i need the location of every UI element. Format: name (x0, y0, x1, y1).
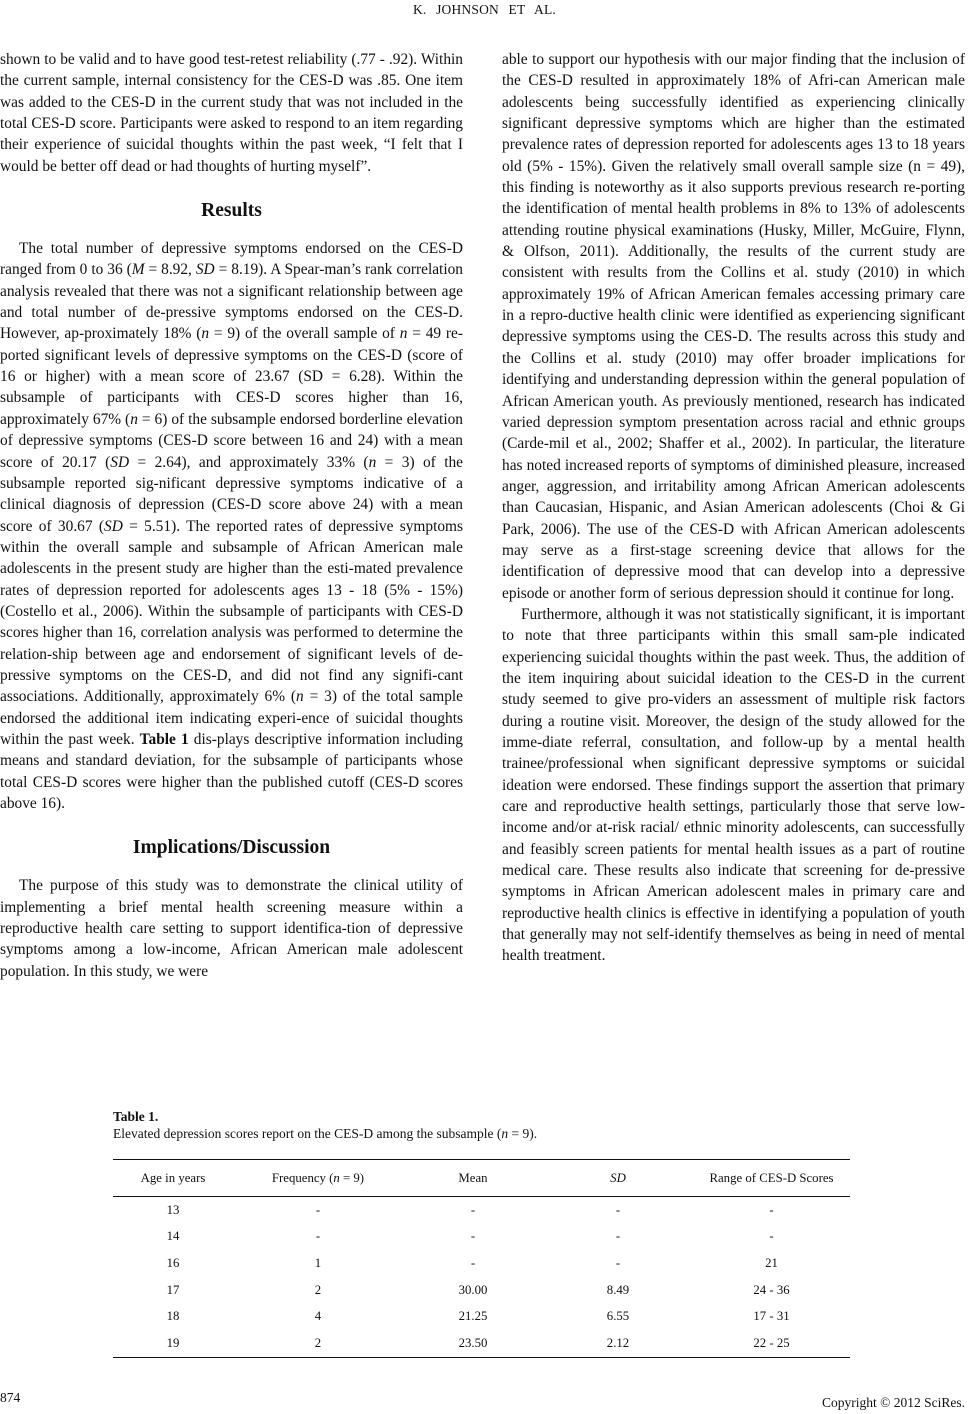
header-frequency (233, 1160, 403, 1197)
cell-range: 21 (765, 1255, 778, 1270)
stat-symbol: SD (104, 517, 123, 535)
text-run: The total number of depressive symptoms endorsed on the CES-D ranged from 0 to 36 ( (0, 240, 463, 279)
intro-paragraph: shown to be valid and to have good test-retest reliability (.77 - .92). Within the current sample, internal consistency for the CES-D was .85. One item was added to the CES-D in the current study that was not included in the total CES-D score. Participants were asked to respond to an item regarding their experience of suicidal thoughts within the past week, “I felt that I would be better off dead or had thoughts of hurting myself”. (0, 51, 463, 175)
table-header-row (113, 1160, 850, 1197)
table-row (113, 1250, 850, 1277)
text-run: = 2.64), and approximately 33% ( (129, 453, 369, 471)
cell-sd: - (615, 1255, 621, 1270)
furthermore-paragraph: Furthermore, although it was not statistically significant, it is important to note that three participants within this small sam-ple indicated experiencing suicidal thoughts within the past week. Thus, the addition of the item inquiring about suicidal ideation to the CES-D in the current study seemed to give pro-viders an assessment of multiple risk factors during a routine visit. Moreover, the design of the study allowed for the imme-diate referral, consultation, and follow-up by a mental health trainee/professional when significant depressive symptoms or suicidal ideation were endorsed. These findings support the assertion that primary care and reproductive health settings, particularly those that serve low-income and/or at-risk racial/ ethnic minority adolescents, can successfully and feasibly screen patients for mental health issues as a part of routine medical care. These results also indicate that screening for de-pressive symptoms in African American adolescent males in primary care and reproductive health clinics is effective in identifying a population of youth that generally may not self-identify themselves as being in need of mental health treatment. (502, 605, 965, 965)
discussion-paragraph: The purpose of this study was to demonstrate the clinical utility of implementing a brief mental health screening measure within a reproductive health care setting to support identifica-tion of depressive symptoms among a low-income, African American male adolescent population. In this study, we were (0, 877, 463, 980)
cell-range: - (769, 1202, 774, 1217)
cell-sd: 6.55 (606, 1309, 630, 1324)
cell-mean: 23.50 (403, 1330, 543, 1357)
table-row (113, 1197, 850, 1224)
results-heading: Results (201, 200, 262, 222)
cell-frequency: - (315, 1202, 321, 1217)
stat-symbol: n (201, 325, 210, 343)
header-age: Age in years (113, 1160, 233, 1197)
caption-text: = 9). (508, 1126, 538, 1141)
header-range: Range of CES-D Scores (693, 1160, 850, 1197)
header-sd (543, 1160, 693, 1197)
text-run: dis-plays descriptive information including means and standard deviation, for the subsample of participants whose total CES-D scores were higher than the published cutoff (CES-D scores above 16). (0, 730, 463, 812)
stat-symbol: n (399, 325, 408, 343)
cell-sd: - (615, 1202, 621, 1217)
stat-symbol: n (368, 453, 377, 471)
caption-text: Elevated depression scores report on the CES-D among the subsample ( (113, 1126, 502, 1141)
data-table (113, 1159, 850, 1358)
cell-age: 18 (166, 1309, 180, 1324)
text-run: = 6) of the subsample endorsed borderline elevation of depressive symptoms (CES-D score between 16 and 24) with a mean score of 20.17 ( (0, 410, 463, 471)
discussion-continued-paragraph: able to support our hypothesis with our major finding that the inclusion of the CES-D resulted in approximately 18% of Afri-can American male adolescents being successfully identified as experiencing clinically significant depressive symptoms which are higher than the estimated prevalence rates of depression reported for adolescents ages 13 to 18 years old (5% - 15%). Given the relatively small overall sample size (n = 49), this finding is noteworthy as it also supports previous research re-porting the identification of mental health problems in 8% to 13% of adolescents attending routine physical examinations (Husky, Miller, McGuire, Flynn, & Olfson, 2011). Additionally, the results of the current study are consistent with results from the Collins et al. study (2010) in which approximately 19% of African American females accessing primary care in a repro-ductive health clinic were identified as experiencing significant depressive symptoms using the CES-D. The results across this study and the Collins et al. study (2010) may offer broader implications for identifying and understanding depression within the general population of African American youth. As previously mentioned, research has indicated varied depression symptom presentation across racial and ethnic groups (Carde-mil et al., 2002; Shaffer et al., 2002). In particular, the literature has noted increased reports of symptoms of diminished pleasure, increased anger, aggression, and irritability among African American adolescents than Caucasian, Hispanic, and Asian American adolescents (Choi & Gi Park, 2006). The use of the CES-D with African American adolescents may serve as a first-stage screening device that allows for the identification of depressive mood that can develop into a depressive episode or another form of serious depression should it continue for long. (502, 51, 965, 602)
table-row (113, 1224, 850, 1251)
cell-age: 14 (166, 1229, 180, 1244)
stat-symbol: SD (195, 261, 215, 279)
cell-frequency: 1 (314, 1255, 322, 1270)
text-run: = 3) of the total sample endorsed the additional item indicating experi-ence of suicidal thoughts within the past week. (0, 688, 463, 748)
cell-frequency: 4 (314, 1309, 322, 1324)
discussion-heading: Implications/Discussion (132, 837, 331, 859)
cell-mean: - (470, 1229, 476, 1244)
header-mean: Mean (403, 1160, 543, 1197)
cell-sd: 2.12 (543, 1330, 693, 1357)
table-row (113, 1303, 850, 1330)
cell-age: 16 (166, 1255, 180, 1270)
text-run: = 8.19). A Spear-man’s rank correlation analysis revealed that there was not a significant relationship between age and total number of de-pressive symptoms endorsed on the CES-D. However, ap-proximately 18% ( (0, 261, 463, 343)
table-label: Table 1. (113, 1109, 159, 1124)
text-run: = 9) of the overall sample of (209, 325, 400, 343)
stat-symbol: n (333, 1170, 340, 1185)
stat-symbol: M (131, 261, 145, 279)
cell-range: 24 - 36 (753, 1282, 790, 1297)
cell-age: 17 (166, 1282, 180, 1297)
left-column (0, 49, 463, 982)
cell-age: 13 (166, 1202, 180, 1217)
stat-symbol: n (296, 688, 304, 706)
table-row (113, 1277, 850, 1304)
stat-symbol: n (501, 1126, 509, 1141)
cell-mean: 30.00 (458, 1282, 488, 1297)
cell-range: - (769, 1229, 774, 1244)
cell-sd: 8.49 (606, 1282, 630, 1297)
table-1 (113, 1108, 850, 1358)
results-paragraph (0, 238, 463, 814)
cell-sd: - (615, 1229, 621, 1244)
table-row (113, 1330, 850, 1357)
text-run: = 49 re-ported significant levels of depressive symptoms on the CES-D (score of 16 or higher) with a mean score of 23.67 (SD = 6.28). Within the subsample of participants with CES-D scores higher than 16, approximately 67% ( (0, 325, 463, 428)
cell-mean: - (470, 1202, 476, 1217)
header-text: = 9) (339, 1170, 365, 1185)
header-text: Frequency ( (271, 1170, 334, 1185)
table-reference-link[interactable]: Table 1 (139, 730, 189, 748)
cell-frequency: 2 (314, 1282, 322, 1297)
table-caption (113, 1125, 850, 1142)
page-number: 874 (0, 1390, 21, 1405)
cell-frequency: 2 (233, 1330, 403, 1357)
copyright-notice: Copyright © 2012 SciRes. (821, 1395, 965, 1410)
cell-mean: - (470, 1255, 476, 1270)
running-head: K. JOHNSON ET AL. (412, 2, 557, 17)
text-run: = 5.51). The reported rates of depressive symptoms within the overall sample and subsample of African American male adolescents in the present study are higher than the esti-mated prevalence rates of depression reported for adolescents ages 13 - 18 (5% - 15%) (Costello et al., 2006). Within the subsample of participants with CES-D scores higher than 16, correlation analysis was performed to determine the relation-ship between age and endorsement of significant levels of de-pressive symptoms on the CES-D, and did not find any signifi-cant associations. Additionally, approximately 6% ( (0, 517, 463, 706)
stat-symbol: n (130, 410, 138, 428)
text-run: = 3) of the subsample reported sig-nificant depressive symptoms indicative of a clinical diagnosis of depression (CES-D score above 24) with a mean score of 30.67 ( (0, 453, 464, 535)
right-column (502, 49, 965, 967)
cell-range: 22 - 25 (693, 1330, 850, 1357)
cell-range: 17 - 31 (753, 1309, 790, 1324)
cell-frequency: - (315, 1229, 321, 1244)
cell-age: 19 (113, 1330, 233, 1357)
stat-symbol: SD (110, 453, 130, 471)
text-run: = 8.92, (144, 261, 196, 279)
header-text: SD (610, 1170, 626, 1185)
cell-mean: 21.25 (458, 1309, 488, 1324)
